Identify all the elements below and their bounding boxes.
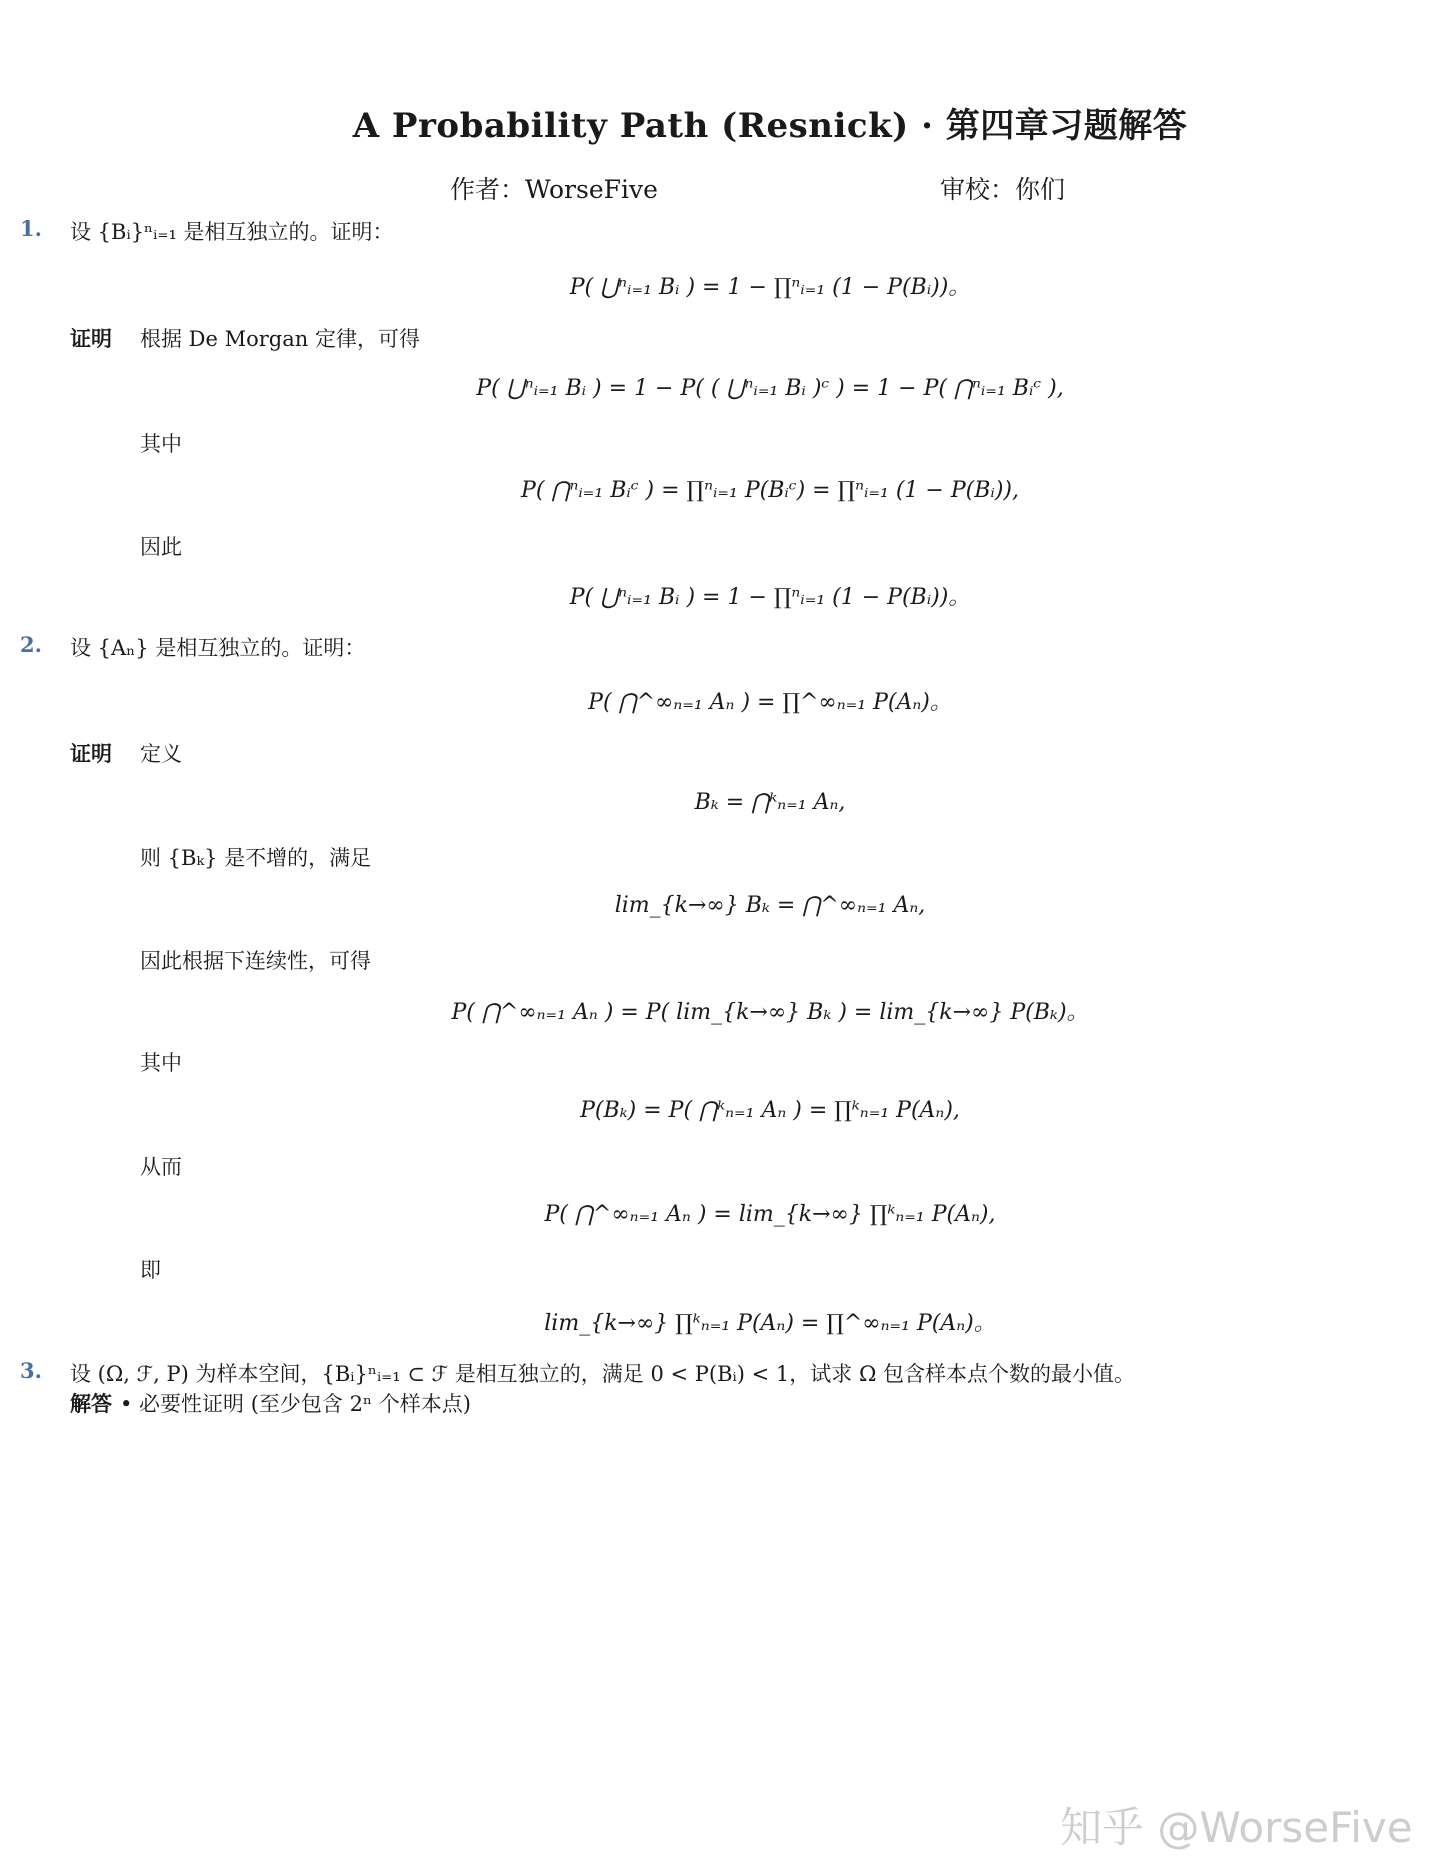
author: 作者：WorseFive bbox=[450, 175, 658, 204]
problem-2-text2: 因此根据下连续性，可得 bbox=[140, 949, 371, 973]
problem-2-proof-eq1: Bₖ = ⋂ᵏₙ₌₁ Aₙ, bbox=[694, 790, 846, 815]
problem-1-equation: P( ⋃ⁿᵢ₌₁ Bᵢ ) = 1 − ∏ⁿᵢ₌₁ (1 − P(Bᵢ))。 bbox=[569, 275, 971, 300]
problem-1-proof-eq1: P( ⋃ⁿᵢ₌₁ Bᵢ ) = 1 − P( ( ⋃ⁿᵢ₌₁ Bᵢ )ᶜ ) = 1 − P( ⋂ⁿᵢ₌₁ Bᵢᶜ ), bbox=[476, 376, 1064, 401]
problem-2-proof-eq2: lim_{k→∞} Bₖ = ⋂^∞ₙ₌₁ Aₙ, bbox=[614, 893, 926, 918]
problem-3-answer-label: 解答 bbox=[70, 1392, 112, 1416]
problem-1-proof-eq2: P( ⋂ⁿᵢ₌₁ Bᵢᶜ ) = ∏ⁿᵢ₌₁ P(Bᵢᶜ) = ∏ⁿᵢ₌₁ (1 − P(Bᵢ)), bbox=[521, 478, 1019, 503]
watermark: 知乎 @WorseFive bbox=[1060, 1803, 1413, 1852]
problem-2-proof-eq5: P( ⋂^∞ₙ₌₁ Aₙ ) = lim_{k→∞} ∏ᵏₙ₌₁ P(Aₙ), bbox=[544, 1202, 996, 1227]
problem-2-text4: 从而 bbox=[140, 1155, 182, 1179]
problem-2-text5: 即 bbox=[140, 1258, 161, 1282]
problem-1-proof-label: 证明 bbox=[70, 327, 112, 351]
problem-2-number: 2. bbox=[20, 632, 42, 657]
problem-2-text1: 则 {Bₖ} 是不增的，满足 bbox=[140, 846, 372, 870]
problem-2-proof-eq3: P( ⋂^∞ₙ₌₁ Aₙ ) = P( lim_{k→∞} Bₖ ) = lim_{k→∞} P(Bₖ)。 bbox=[451, 1000, 1089, 1025]
problem-2-equation: P( ⋂^∞ₙ₌₁ Aₙ ) = ∏^∞ₙ₌₁ P(Aₙ)。 bbox=[588, 690, 952, 715]
problem-1-number: 1. bbox=[20, 216, 42, 241]
problem-1-where: 其中 bbox=[140, 432, 182, 456]
problem-1-proof-eq3: P( ⋃ⁿᵢ₌₁ Bᵢ ) = 1 − ∏ⁿᵢ₌₁ (1 − P(Bᵢ))。 bbox=[569, 585, 971, 610]
page-title: A Probability Path (Resnick) · 第四章习题解答 bbox=[352, 106, 1188, 146]
problem-3-number: 3. bbox=[20, 1358, 42, 1383]
problem-2-statement: 设 {Aₙ} 是相互独立的。证明： bbox=[70, 636, 366, 660]
problem-2-proof-intro: 定义 bbox=[140, 742, 182, 766]
problem-3-statement: 设 (Ω, ℱ, P) 为样本空间，{Bᵢ}ⁿᵢ₌₁ ⊂ ℱ 是相互独立的，满足 0 < P(Bᵢ) < 1，试求 Ω 包含样本点个数的最小值。 bbox=[70, 1362, 1136, 1386]
problem-2-proof-label: 证明 bbox=[70, 742, 112, 766]
problem-1-statement: 设 {Bᵢ}ⁿᵢ₌₁ 是相互独立的。证明： bbox=[70, 220, 394, 244]
problem-1-proof-intro: 根据 De Morgan 定律，可得 bbox=[140, 327, 420, 351]
reviewer: 审校：你们 bbox=[940, 175, 1066, 204]
problem-2-text3: 其中 bbox=[140, 1051, 182, 1075]
problem-2-proof-eq4: P(Bₖ) = P( ⋂ᵏₙ₌₁ Aₙ ) = ∏ᵏₙ₌₁ P(Aₙ), bbox=[580, 1098, 960, 1123]
problem-2-proof-eq6: lim_{k→∞} ∏ᵏₙ₌₁ P(Aₙ) = ∏^∞ₙ₌₁ P(Aₙ)。 bbox=[544, 1311, 996, 1336]
problem-1-therefore: 因此 bbox=[140, 535, 182, 559]
problem-3-bullet: • 必要性证明 (至少包含 2ⁿ 个样本点) bbox=[120, 1392, 471, 1416]
